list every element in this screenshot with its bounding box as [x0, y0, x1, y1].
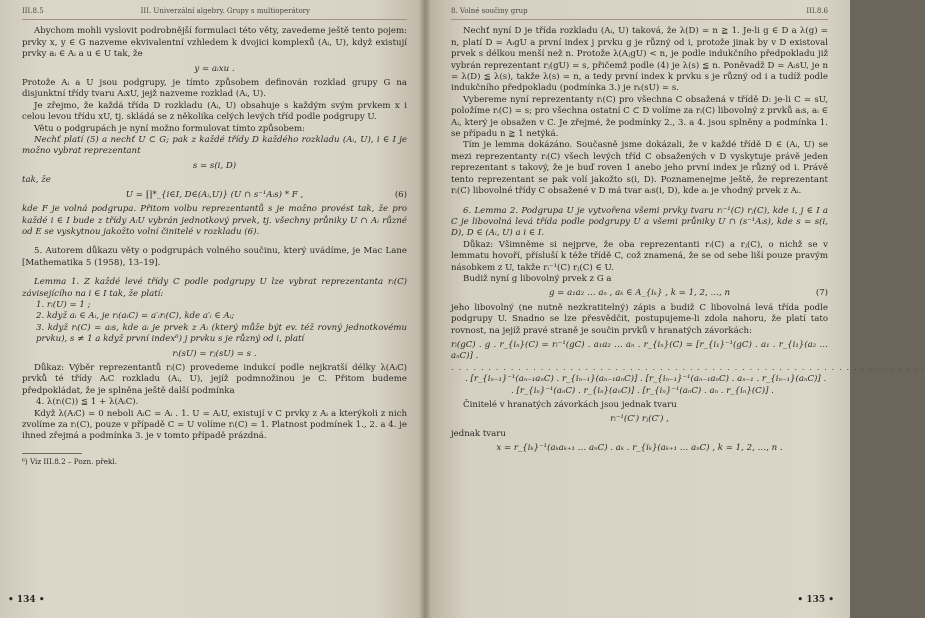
- footnote-rule: [22, 453, 82, 454]
- theorem-statement: Nechť platí (5) a nechť U ⊂ G; pak z každé třídy D každého rozkladu (Aᵢ, U), i ∈ I je možno vybrat reprezentant: [22, 135, 407, 157]
- equation: [451, 414, 828, 425]
- page-number-value: 134: [16, 594, 36, 605]
- condition-item: 2. když aᵢ ∈ Aᵢ, je rᵢ(aᵢC) = a′ᵢrᵢ(C), kde a′ᵢ ∈ Aᵢ;: [36, 311, 235, 322]
- running-header: [22, 6, 407, 20]
- paragraph: Abychom mohli vyslovit podrobnější formulaci této věty, zavedeme ještě tento pojem: prvky x, y ∈ G nazveme ekvivalentní vzhledem k dvojici komplexů (Aᵢ, U), když existují prvky aᵢ ∈ Aᵢ a u ∈ U tak, že: [22, 26, 407, 60]
- condition-item: 3. když rᵢ(C) = aᵢs, kde aᵢ je prvek z Aᵢ (který může být ev. též rovný jednotkovému prvku), s ≠ 1 a když první index⁶) j prvku s je různý od i, platí: [36, 322, 407, 345]
- paragraph: Činitelé v hranatých závorkách jsou jednak tvaru: [463, 400, 677, 410]
- running-header: [451, 6, 828, 20]
- proof: Důkaz: Všimněme si nejprve, že oba reprezentanti rᵢ(C) a rⱼ(C), o nichž se v lemmatu hovoří, přísluší k téže třídě C, což znamená, že se od sebe liší pouze pravým násobkem z U, takže rᵢ⁻¹(C) rⱼ(C) ∈ U.: [451, 239, 828, 273]
- paragraph: Vybereme nyní reprezentanty rᵢ(C) pro všechna C obsažená v třídě D: je-li C = sU, položíme rᵢ(C) = s; pro všechna ostatní C ⊂ D volíme za rᵢ(C) libovolný z prvků aᵢs, aᵢ ∈ Aᵢ, který je obsažen v C. Je zřejmé, že podmínky 2., 3. a 4. jsou splněny a podmínka 1. se případu n ≧ 1 netýká.: [451, 94, 828, 140]
- equation-text: g = a₁a₂ … aₙ , aₖ ∈ A_{iₖ} , k = 1, 2, …, n: [548, 288, 731, 299]
- equation-text: rᵢ(sU) = rⱼ(sU) = s .: [172, 348, 257, 359]
- equation: [451, 443, 828, 454]
- condition-item: 1. rᵢ(U) = 1 ;: [36, 299, 91, 310]
- equation-text: s = s(i, D): [192, 160, 237, 171]
- paragraph: Protože Aᵢ a U jsou podgrupy, je tímto způsobem definován rozklad grupy G na disjunktní třídy tvaru AᵢxU, jejž nazveme rozklad (Aᵢ, U).: [22, 78, 407, 100]
- right-page: [425, 0, 925, 618]
- paragraph: jednak tvaru: [451, 428, 506, 439]
- equation-text: rᵢ⁻¹(C′) rⱼ(C′) ,: [610, 414, 669, 425]
- lemma-2: 6. Lemma 2. Podgrupa U je vytvořena všemi prvky tvaru rᵢ⁻¹(C) rⱼ(C), kde i, j ∈ I a C je libovolná levá třída podle podgrupy U a všemi průniky U ∩ (s⁻¹Aᵢs), kde s = s(i, D), D ∈ (Aᵢ, U) a i ∈ I.: [451, 205, 828, 239]
- paragraph: Když λ(AᵢC) = 0 neboli AᵢC = Aᵢ . 1. U = AᵢU, existují v C prvky z Aᵢ a kterýkoli z nich zvolíme za rᵢ(C), pouze v případě C = U volíme rᵢ(C) = 1. Platnost podmínek 1., 2. a 4. je ihned zřejmá a podmínka 3. je v tomto případě prázdná.: [22, 408, 407, 442]
- left-page: [0, 0, 425, 618]
- equation: [22, 161, 407, 172]
- paragraph: jeho libovolný (ne nutně nezkratitelný) zápis a budiž C libovolná levá třída podle podgrupy U. Snadno se lze přesvědčit, postupujeme-li zdola nahoru, že platí tato rovnost, na jejíž pravé straně je součin prvků v hranatých závorkách:: [451, 302, 828, 336]
- section-5: 5. Autorem důkazu věty o podgrupách volného součinu, který uvádíme, je Mac Lane [Mathematika 5 (1958), 13–19].: [22, 246, 407, 268]
- book-gutter: [419, 0, 431, 618]
- equation: [22, 349, 407, 360]
- equation-7: [451, 288, 828, 299]
- header-section: III.8.6: [806, 7, 828, 15]
- equation: [22, 64, 407, 75]
- equation-line: . [r_{iₙ}⁻¹(aₙC) . r_{iₙ}(aₙC)] . [r_{iₙ}⁻¹(aₙC) . aₙ . r_{iₙ}(C)] .: [511, 385, 774, 396]
- paragraph: kde F je volná podgrupa. Přitom volbu reprezentantů s je možno provést tak, že pro každé i ∈ I bude z třídy AᵢU vybrán jednotkový prvek, tj. všechny průniky U ∩ Aᵢ různé od E se vyskytnou jakožto volní činitelé v rozkladu (6).: [22, 204, 407, 237]
- equation-6: [22, 190, 407, 201]
- paragraph: Budiž nyní g libovolný prvek z G a: [463, 273, 612, 284]
- paragraph: Tím je lemma dokázáno. Současně jsme dokázali, že v každé třídě D ∈ (Aᵢ, U) se mezi reprezentanty rᵢ(C) všech levých tříd C obsažených v D vyskytuje právě jeden reprezentant s takový, že je buď roven 1 anebo jeho první index je různý od i. Právě tento reprezentant se pak volí jakožto s(i, D). Poznamenejme ještě, že reprezentant rᵢ(C) libovolné třídy C obsažené v D má tvar aᵢs(i, D), kde aᵢ je vhodný prvek z Aᵢ.: [451, 140, 828, 197]
- equation-number: (6): [394, 189, 407, 200]
- paragraph: Nechť nyní D je třída rozkladu (Aᵢ, U) taková, že λ(D) = n ≧ 1. Je-li g ∈ D a λ(g) = n, platí D = AᵢgU a první index j prvku g je různý od i, protože jinak by v D existoval prvek s délkou menší než n. Protože λ(AⱼgU) < n, je podle indukčního předpokladu již vybrán reprezentant rⱼ(gU) = s, přičemž podle (4) je λ(s) ≦ n. Poněvadž D = AᵢsU, je n = λ(D) ≦ λ(s), takže λ(s) = n, a tedy první index k prvku s je různý od i a tudíž podle indukčního předpokladu (podmínka 3.) je rₖ(sU) = s.: [451, 26, 828, 94]
- paragraph: Větu o podgrupách je nyní možno formulovat tímto způsobem:: [34, 123, 306, 134]
- header-title: III. Univerzální algebry. Grupy s multioperátory: [140, 7, 310, 15]
- paragraph: tak, že: [22, 175, 51, 186]
- equation-text: y = aᵢxu .: [194, 63, 235, 74]
- header-section: III.8.5: [22, 7, 44, 15]
- paragraph: Je zřejmo, že každá třída D rozkladu (Aᵢ, U) obsahuje s každým svým prvkem x i celou levou třídu xU, tj. skládá se z několika celých levých tříd podle podgrupy U.: [22, 100, 407, 123]
- proof: Důkaz: Výběr reprezentantů rᵢ(C) provedeme indukcí podle nejkratší délky λ(AᵢC) prvků té třídy AᵢC rozkladu (Aᵢ, U), jejíž podmnožinou je C. Přitom budeme předpokládat, že je splněna ještě další podmínka: [22, 362, 407, 396]
- equation-text: x = r_{iₖ}⁻¹(aₖaₖ₊₁ … aₙC) . aₖ . r_{iₖ}(aₖ₊₁ … aₙC) , k = 1, 2, …, n .: [496, 443, 783, 454]
- footnote: ⁶) Viz III.8.2 – Pozn. překl.: [22, 456, 117, 466]
- page-number: • 134 •: [8, 594, 45, 605]
- equation-line: . [r_{iₙ₋₁}⁻¹(aₙ₋₁aₙC) . r_{iₙ₋₁}(aₙ₋₁aₙC)] . [r_{iₙ₋₁}⁻¹(aₙ₋₁aₙC) . aₙ₋₁ . r_{iₙ₋₁}(aₙC)] .: [465, 374, 827, 385]
- page-number: • 135 •: [797, 594, 834, 605]
- page-number-value: 135: [806, 594, 826, 605]
- lemma-1: Lemma 1. Z každé levé třídy C podle podgrupy U lze vybrat reprezentanta rᵢ(C) závisejícího na i ∈ I tak, že platí:: [22, 277, 407, 299]
- ellipsis-row: . . . . . . . . . . . . . . . . . . . . . . . . . . . . . . . . . . . . . . . . . . . . . . . . . . . . . . . . . . . . . . . .: [451, 362, 925, 373]
- equation-number: (7): [815, 288, 828, 299]
- equation-text: U = ∏*_{i∈I, D∈(Aᵢ,U)} (U ∩ s⁻¹Aᵢs) * F ,: [125, 189, 304, 200]
- equation-line: rᵢ(gC) . g . r_{iₙ}(C) = rᵢ⁻¹(gC) . a₁a₂ … aₙ . r_{iₙ}(C) = [r_{i₁}⁻¹(gC) . a₁ . r_{i₁}(a₂ … aₙC)] .: [451, 339, 828, 362]
- condition-item: 4. λ(rᵢ(C)) ≦ 1 + λ(AᵢC).: [36, 397, 139, 408]
- header-title: 8. Volné součiny grup: [451, 7, 528, 15]
